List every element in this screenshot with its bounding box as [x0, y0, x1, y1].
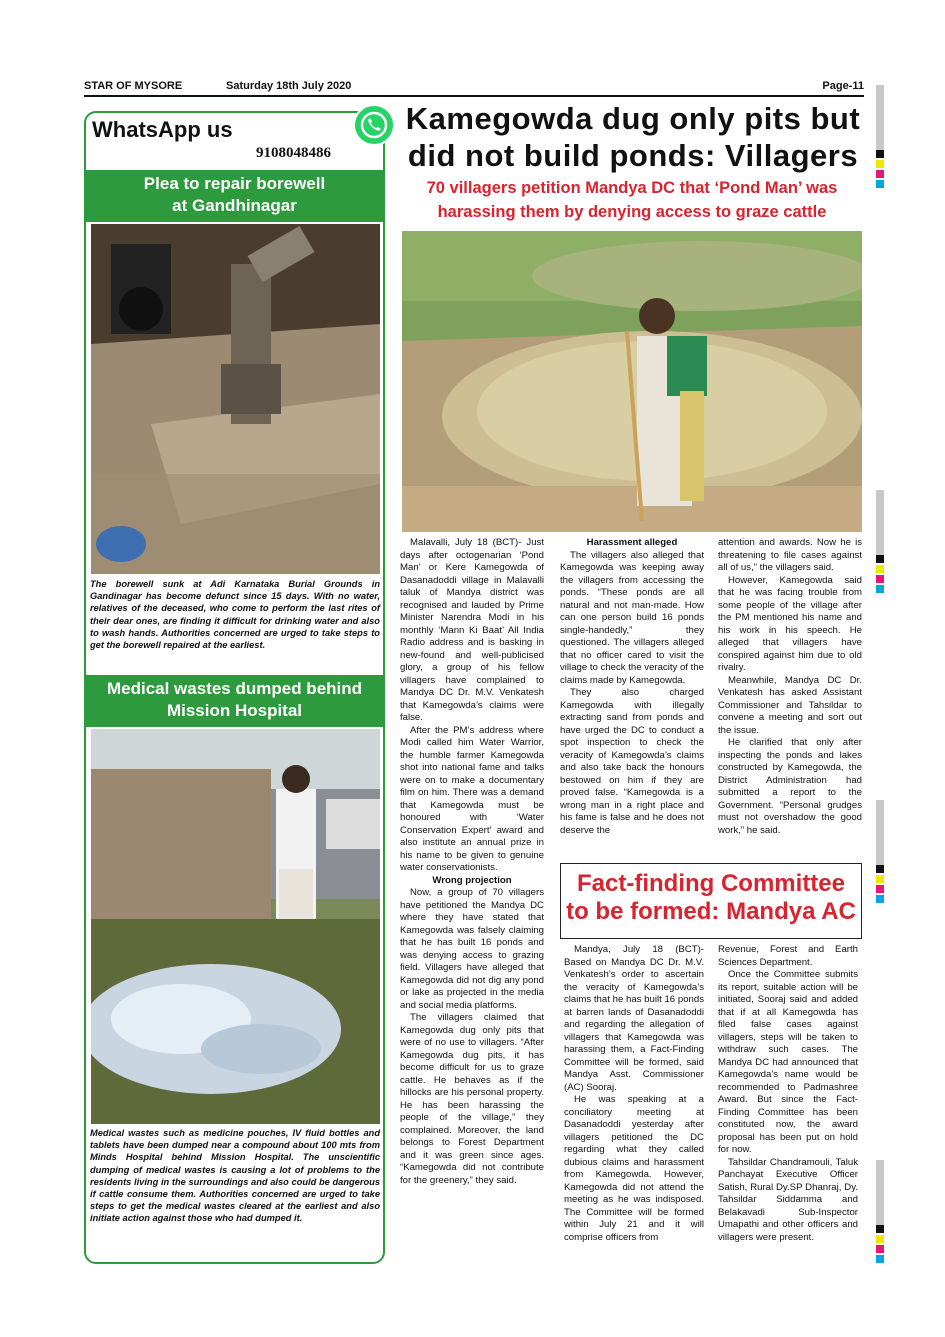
registration-grey-bar [876, 800, 884, 865]
factfinding-col1-paragraph: Mandya, July 18 (BCT)- Based on Mandya DC Dr. M.V. Venkatesh’s order to ascertain the veracity of Kamegowda’s claims that he has built 16 ponds at barren lands of Dasanadoddi and regarding the allegation of villagers that Kamegowda was harassing them, a Fact-Finding Committee will be formed, said Mandya Asst. Commissioner (AC) Sooraj. [564, 944, 704, 1093]
lead-subhead [402, 176, 862, 224]
registration-magenta-swatch [876, 885, 884, 893]
factfinding-headline [561, 870, 861, 926]
kamegowda-pond-photo [402, 231, 862, 532]
lead-column-2 [560, 537, 704, 837]
lead-col1-paragraph: Now, a group of 70 villagers have petitioned the Mandya DC where they have stated that Kamegowda was falsely claiming that he has built 16 ponds and was denying access to grazing field. Villagers have alleged that Kamegowda did not dig any pond or lake as projected in the media and social media platforms. [400, 887, 544, 1011]
registration-cyan-swatch [876, 180, 884, 188]
factfinding-headline-line2: to be formed: Mandya AC [566, 898, 856, 925]
registration-cyan-swatch [876, 895, 884, 903]
lead-headline-line1: Kamegowda dug only pits but [405, 101, 861, 136]
factfinding-col2-paragraph: Tahsildar Chandramouli, Taluk Panchayat Executive Officer Satish, Rural Dy.SP Dhanraj, Dy. Tahsildar Siddamma and Belakavadi Sub-Inspector Umapathi and other officers and villagers were present. [718, 1156, 858, 1243]
issue-date: Saturday 18th July 2020 [226, 80, 352, 92]
lead-col3-paragraph: Meanwhile, Mandya DC Dr. Venkatesh has asked Assistant Commissioner and Tahsildar to convene a meeting and sort out the issue. [718, 674, 862, 736]
lead-col1-paragraph: Malavalli, July 18 (BCT)- Just days after octogenarian ‘Pond Man’ or Kere Kamegowda of Dasanadoddi village in Malavalli taluk of Mandya district was recognised and lauded by Prime Minister Narendra Modi in his monthly ‘Mann Ki Baat’ All India Radio address and is basking in new-found and well-publicised glory, a group of his fellow villagers have complained to Mandya DC Dr. M.V. Venkatesh that Kamegowda’s claims were false. [400, 537, 544, 723]
masthead-rule [84, 95, 864, 97]
lead-headline [402, 100, 864, 174]
lead-col3-paragraph: attention and awards. Now he is threatening to file cases against all of us,” the villagers said. [718, 537, 862, 573]
whatsapp-icon [352, 103, 396, 147]
factfinding-headline-line1: Fact-finding Committee [577, 870, 845, 897]
lead-headline-line2: did not build ponds: Villagers [407, 138, 859, 173]
whatsapp-label: WhatsApp us [92, 117, 233, 142]
whatsapp-number: 9108048486 [256, 145, 331, 161]
lead-col2-paragraph: The villagers also alleged that Kamegowda was keeping away the villagers from accessing the ponds. “These ponds are all natural and not man-made. How can one person build 16 ponds single-handedly,” they questioned. The villagers alleged that no officer cared to visit the village to check the veracity of the claims made by Kamegowda. [560, 549, 704, 686]
lead-col3-paragraph: However, Kamegowda said that he was facing trouble from some people of the village after the PM mentioned his name and his work in his speech. He alleged that villagers have conspired against him due to old rivalry. [718, 574, 862, 673]
registration-cyan-swatch [876, 585, 884, 593]
factfinding-col2-paragraph: Once the Committee submits its report, suitable action will be initiated, Sooraj said and added that if at all Kamegowda has filed false cases against villagers, steps will be taken to withdraw such cases. The Mandya DC had announced that Kamegowda’s name would be recommended to Padmashree Award. But since the Fact-Finding Committee has been constituted now, the award proposal has been put on hold for now. [718, 969, 858, 1155]
factfinding-headline-box [560, 863, 862, 939]
lead-col1-subhead: Wrong projection [432, 874, 512, 886]
borewell-photo [91, 224, 380, 574]
story1-heading-line2: at Gandhinagar [172, 196, 297, 215]
registration-yellow-swatch [876, 565, 884, 573]
story2-heading-line1: Medical wastes dumped behind [106, 679, 363, 698]
sidebar-box [84, 111, 385, 1264]
lead-subhead-line1: 70 villagers petition Mandya DC that ‘Pond Man’ was [426, 179, 838, 197]
page-number: Page-11 [822, 80, 864, 92]
registration-black-swatch [876, 555, 884, 563]
factfinding-col2-paragraph: Revenue, Forest and Earth Sciences Department. [718, 944, 858, 968]
lead-column-3 [718, 537, 862, 837]
factfinding-column-2 [718, 944, 858, 1244]
story1-heading [86, 170, 383, 222]
factfinding-column-1 [564, 944, 704, 1244]
registration-black-swatch [876, 150, 884, 158]
registration-magenta-swatch [876, 575, 884, 583]
registration-grey-bar [876, 1160, 884, 1225]
registration-magenta-swatch [876, 170, 884, 178]
registration-black-swatch [876, 1225, 884, 1233]
story1-heading-line1: Plea to repair borewell [143, 174, 326, 193]
registration-yellow-swatch [876, 1235, 884, 1243]
lead-col2-subhead: Harassment alleged [586, 537, 678, 548]
registration-magenta-swatch [876, 1245, 884, 1253]
story1-caption: The borewell sunk at Adi Karnataka Burial Grounds in Gandinagar has become defunct since 15 days. With no water, relatives of the deceased, who come to perform the last rites of their dear ones, are finding it difficult for drinking water and also to wash hands. Authorities concerned are urged to take steps to get the borewell repaired at the earliest. [90, 579, 380, 651]
factfinding-col1-paragraph: He was speaking at a conciliatory meeting at Dasanadoddi yesterday after villagers petitioned the DC regarding what they called dubious claims and harassment from Kamegowda. However, Kamegowda did not attend the meeting as he was indisposed. The Committee will be formed within July 21 and it will comprise officers from [564, 1094, 704, 1243]
story2-heading [86, 675, 383, 727]
registration-yellow-swatch [876, 875, 884, 883]
newspaper-name: STAR OF MYSORE [84, 80, 183, 92]
lead-column-1 [400, 537, 544, 1187]
registration-grey-bar [876, 85, 884, 150]
registration-yellow-swatch [876, 160, 884, 168]
lead-subhead-line2: harassing them by denying access to graze cattle [437, 203, 827, 221]
masthead [84, 80, 864, 96]
story2-caption: Medical wastes such as medicine pouches, IV fluid bottles and tablets have been dumped near a compound about 100 mts from Minds Hospital behind Mission Hospital. The unscientific dumping of medical wastes is causing a lot of problems to the residents living in the surroundings and also could be dangerous if cattle consume them. Authorities concerned are urged to take steps to get the medical wastes cleared at the earliest and also initiate action against those who had dumped it. [90, 1128, 380, 1224]
registration-cyan-swatch [876, 1255, 884, 1263]
lead-col1-paragraph: The villagers claimed that Kamegowda dug only pits that were of no use to villagers. “After Kamegowda dug pits, it has become difficult for us to graze cattle. He behaves as if the hillocks are his personal property. He has been harassing the people of the village,” they complained. Moreover, the land belongs to Forest Department and it was green since ages. “Kamegowda did not contribute for the greenery,” they said. [400, 1012, 544, 1186]
medical-waste-photo [91, 729, 380, 1124]
lead-col3-paragraph: He clarified that only after inspecting the ponds and lakes constructed by Kamegowda, the District Administration had submitted a report to the Government. “Personal grudges must not overshadow the good work,” he said. [718, 737, 862, 836]
lead-col1-paragraph: After the PM’s address where Modi called him Water Warrior, the humble farmer Kamegowda shot into national fame and talks were on to make a documentary film on him. There was a demand that Kamegowda must be honoured with ‘Water Conservation Expert’ award and also institute an annual prize in his name to be given to genuine water conservationists. [400, 724, 544, 873]
lead-col2-paragraph: They also charged Kamegowda with illegally extracting sand from ponds and have urged the DC to conduct a spot inspection to check the veracity of Kamegowda’s claims and also take back the honours bestowed on him if they are proved false. “Kamegowda is a wrong man in a right place and his fame is false and he does not deserve the [560, 687, 704, 836]
registration-black-swatch [876, 865, 884, 873]
registration-grey-bar [876, 490, 884, 555]
story2-heading-line2: Mission Hospital [166, 701, 303, 720]
